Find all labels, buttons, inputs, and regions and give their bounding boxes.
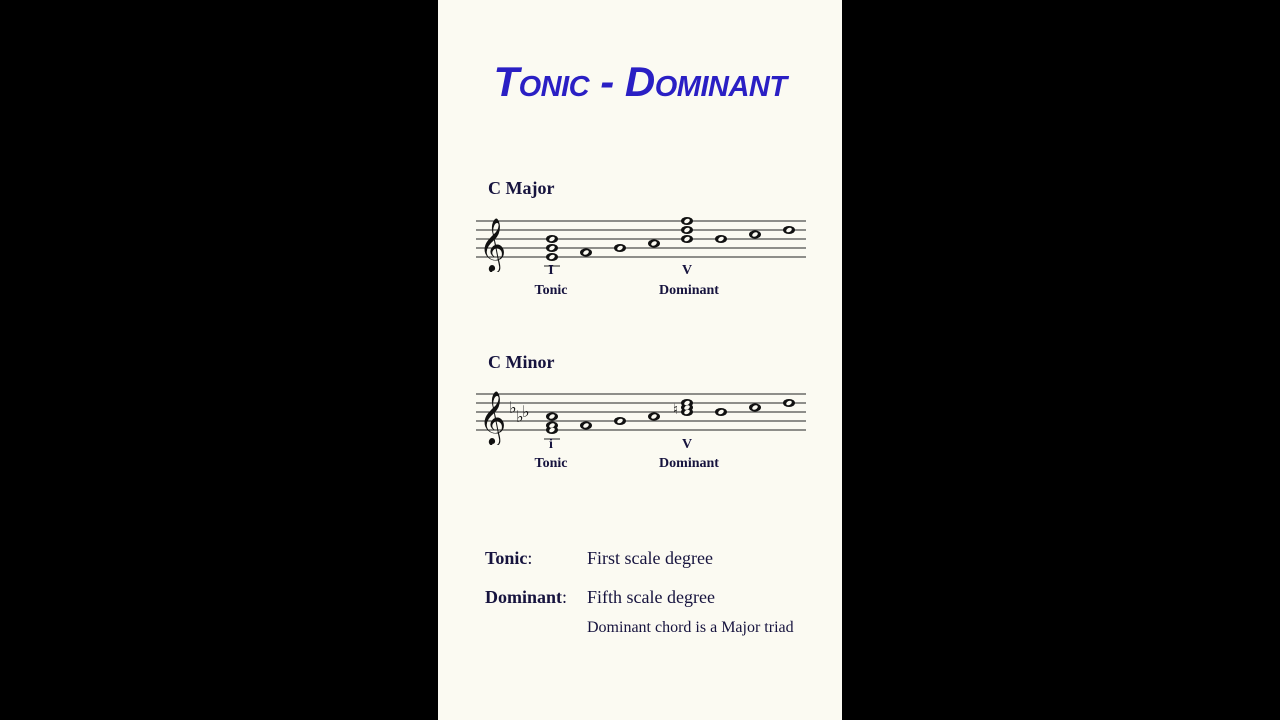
natural-icon: ♮ (673, 402, 679, 418)
flat-icon: ♭ (509, 398, 517, 417)
major-chord1-numeral: I (548, 263, 554, 278)
dominant-definition: Fifth scale degree (587, 587, 715, 607)
major-chord2-numeral: V (681, 263, 693, 278)
treble-clef-icon: 𝄞 (479, 390, 507, 444)
major-chord1-function: Tonic (534, 283, 568, 298)
tonic-term: Tonic: (485, 548, 533, 568)
treble-clef-icon: 𝄞 (479, 217, 507, 271)
minor-chord2-function: Dominant (659, 456, 719, 471)
dominant-term: Dominant: (485, 587, 568, 607)
minor-key-heading: C Minor (488, 352, 555, 372)
major-key-heading: C Major (488, 178, 555, 198)
minor-chord2-numeral: V (681, 437, 693, 452)
page-title: Tonic - Dominant (493, 58, 787, 105)
flat-icon: ♭ (522, 402, 530, 421)
minor-staff (474, 385, 808, 445)
flat-icon: ♭ (516, 407, 524, 426)
tonic-definition: First scale degree (587, 548, 713, 568)
dominant-note: Dominant chord is a Major triad (587, 619, 794, 636)
minor-chord1-numeral: i (549, 437, 553, 452)
minor-chord1-function: Tonic (534, 456, 568, 471)
major-chord2-function: Dominant (659, 283, 719, 298)
